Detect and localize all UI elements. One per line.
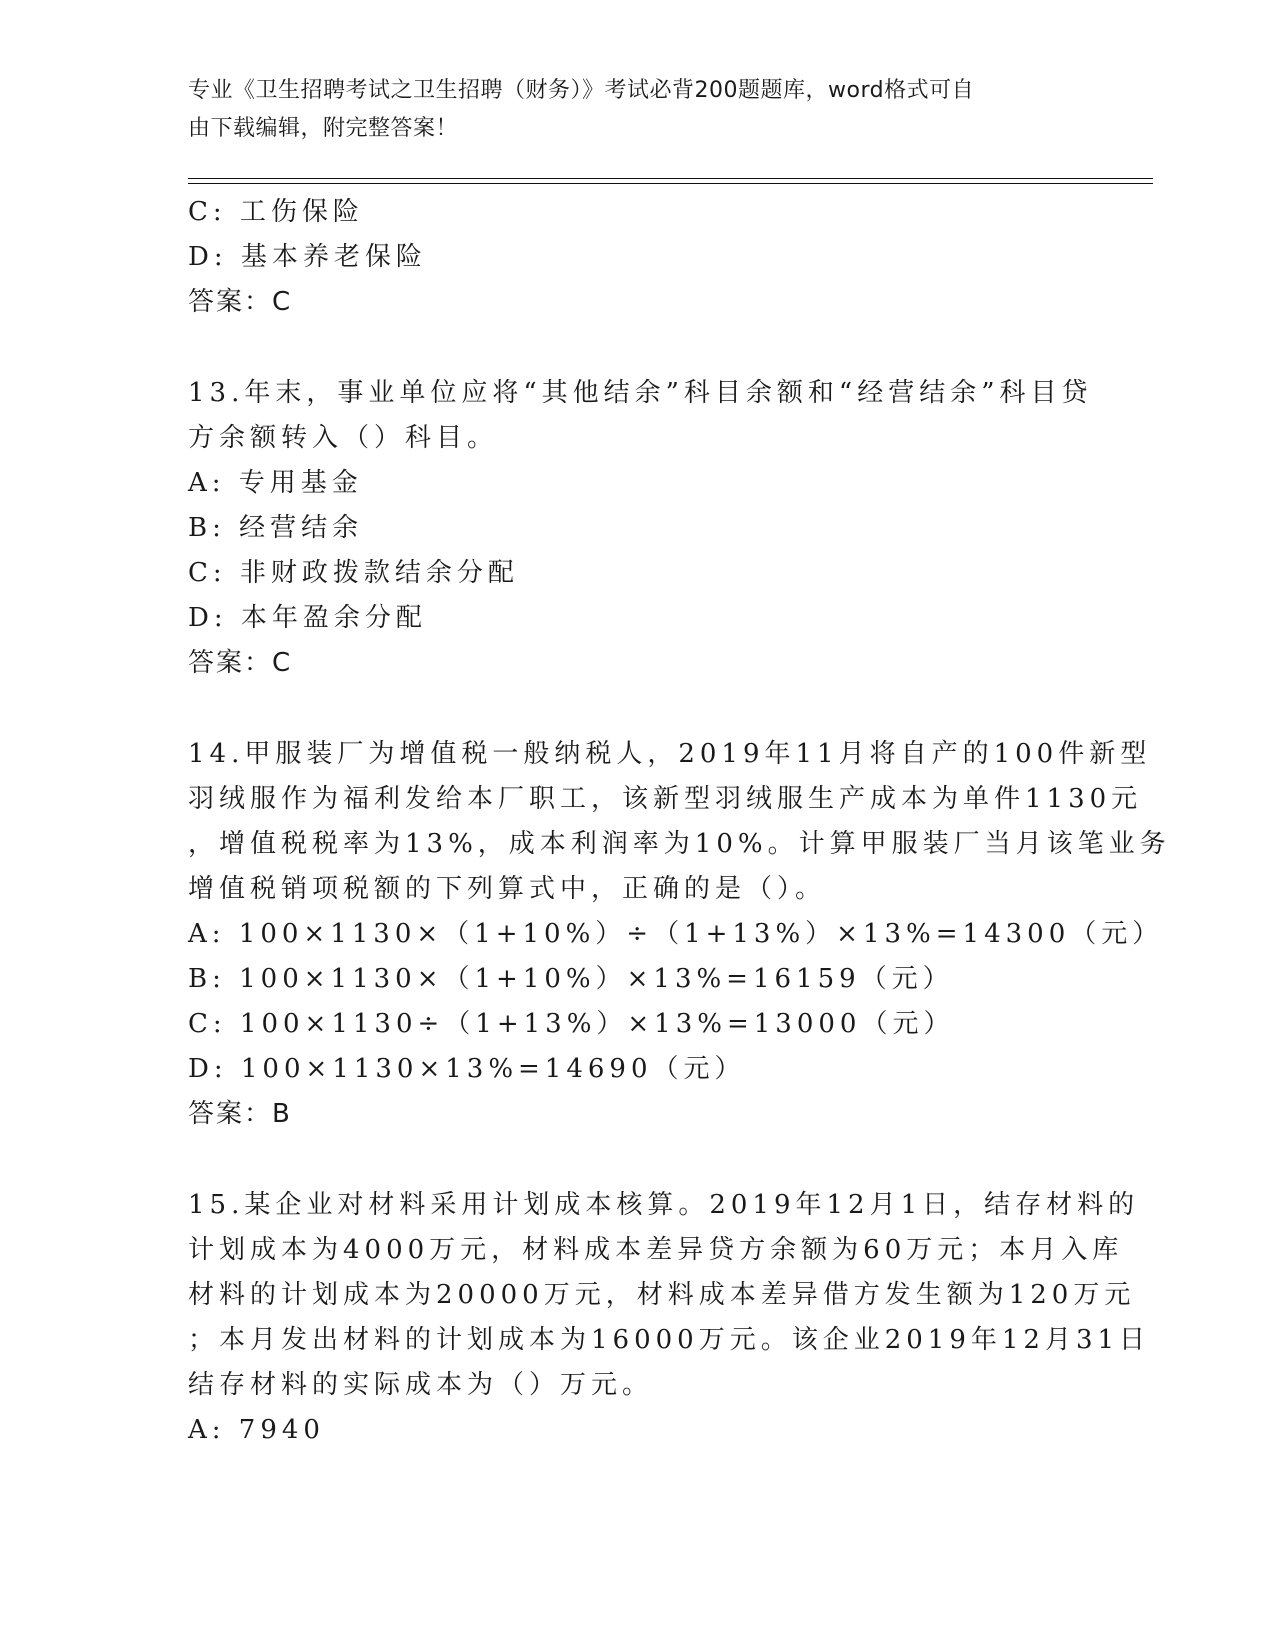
answer: 答案：C [188, 648, 293, 678]
spacer [188, 686, 1088, 732]
question-stem: ，增值税税率为13%，成本利润率为10%。计算甲服装厂当月该笔业务 [188, 829, 1171, 859]
option-d: D: 基本养老保险 [188, 242, 427, 272]
question-14 [188, 732, 1171, 1137]
question-stem: 计划成本为4000万元，材料成本差异贷方余额为60万元；本月入库 [188, 1235, 1124, 1265]
header-divider-top [188, 178, 1153, 179]
option-d: D: 本年盈余分配 [188, 603, 427, 633]
question-13 [188, 371, 1093, 686]
option-b: B: 经营结余 [188, 513, 364, 543]
question-stem: 13.年末，事业单位应将“其他结余”科目余额和“经营结余”科目贷 [188, 378, 1093, 408]
question-stem: 14.甲服装厂为增值税一般纳税人，2019年11月将自产的100件新型 [188, 739, 1152, 769]
option-b: B: 100×1130×（1+10%）×13%=16159（元） [188, 964, 954, 994]
question-stem: 增值税销项税额的下列算式中，正确的是（）。 [188, 874, 827, 904]
question-12-tail [188, 190, 1088, 325]
option-a: A: 100×1130×（1+10%）÷（1+13%）×13%=14300（元） [188, 919, 1164, 949]
question-stem: 羽绒服作为福利发给本厂职工，该新型羽绒服生产成本为单件1130元 [188, 784, 1143, 814]
question-stem: 15.某企业对材料采用计划成本核算。2019年12月1日，结存材料的 [188, 1190, 1140, 1220]
question-stem: 结存材料的实际成本为（）万元。 [188, 1370, 654, 1400]
option-d: D: 100×1130×13%=14690（元） [188, 1054, 746, 1084]
option-c: C: 非财政拨款结余分配 [188, 558, 519, 588]
answer: 答案：C [188, 287, 293, 317]
question-15 [188, 1183, 1151, 1453]
option-a: A: 专用基金 [188, 468, 363, 498]
question-stem: 材料的计划成本为20000万元，材料成本差异借方发生额为120万元 [188, 1280, 1136, 1310]
spacer [188, 1137, 1088, 1183]
spacer [188, 325, 1088, 371]
option-c: C: 工伤保险 [188, 197, 364, 227]
header-divider-bottom [188, 183, 1153, 184]
option-c: C: 100×1130÷（1+13%）×13%=13000（元） [188, 1009, 955, 1039]
option-a: A: 7940 [188, 1415, 325, 1445]
answer: 答案：B [188, 1099, 292, 1129]
question-stem: 方余额转入（）科目。 [188, 423, 499, 453]
question-stem: ；本月发出材料的计划成本为16000万元。该企业2019年12月31日 [188, 1325, 1151, 1355]
document-header: 专业《卫生招聘考试之卫生招聘（财务）》考试必背200题题库，word格式可自 由下载编辑，附完整答案！ [188, 78, 975, 141]
question-list [188, 190, 1171, 1453]
